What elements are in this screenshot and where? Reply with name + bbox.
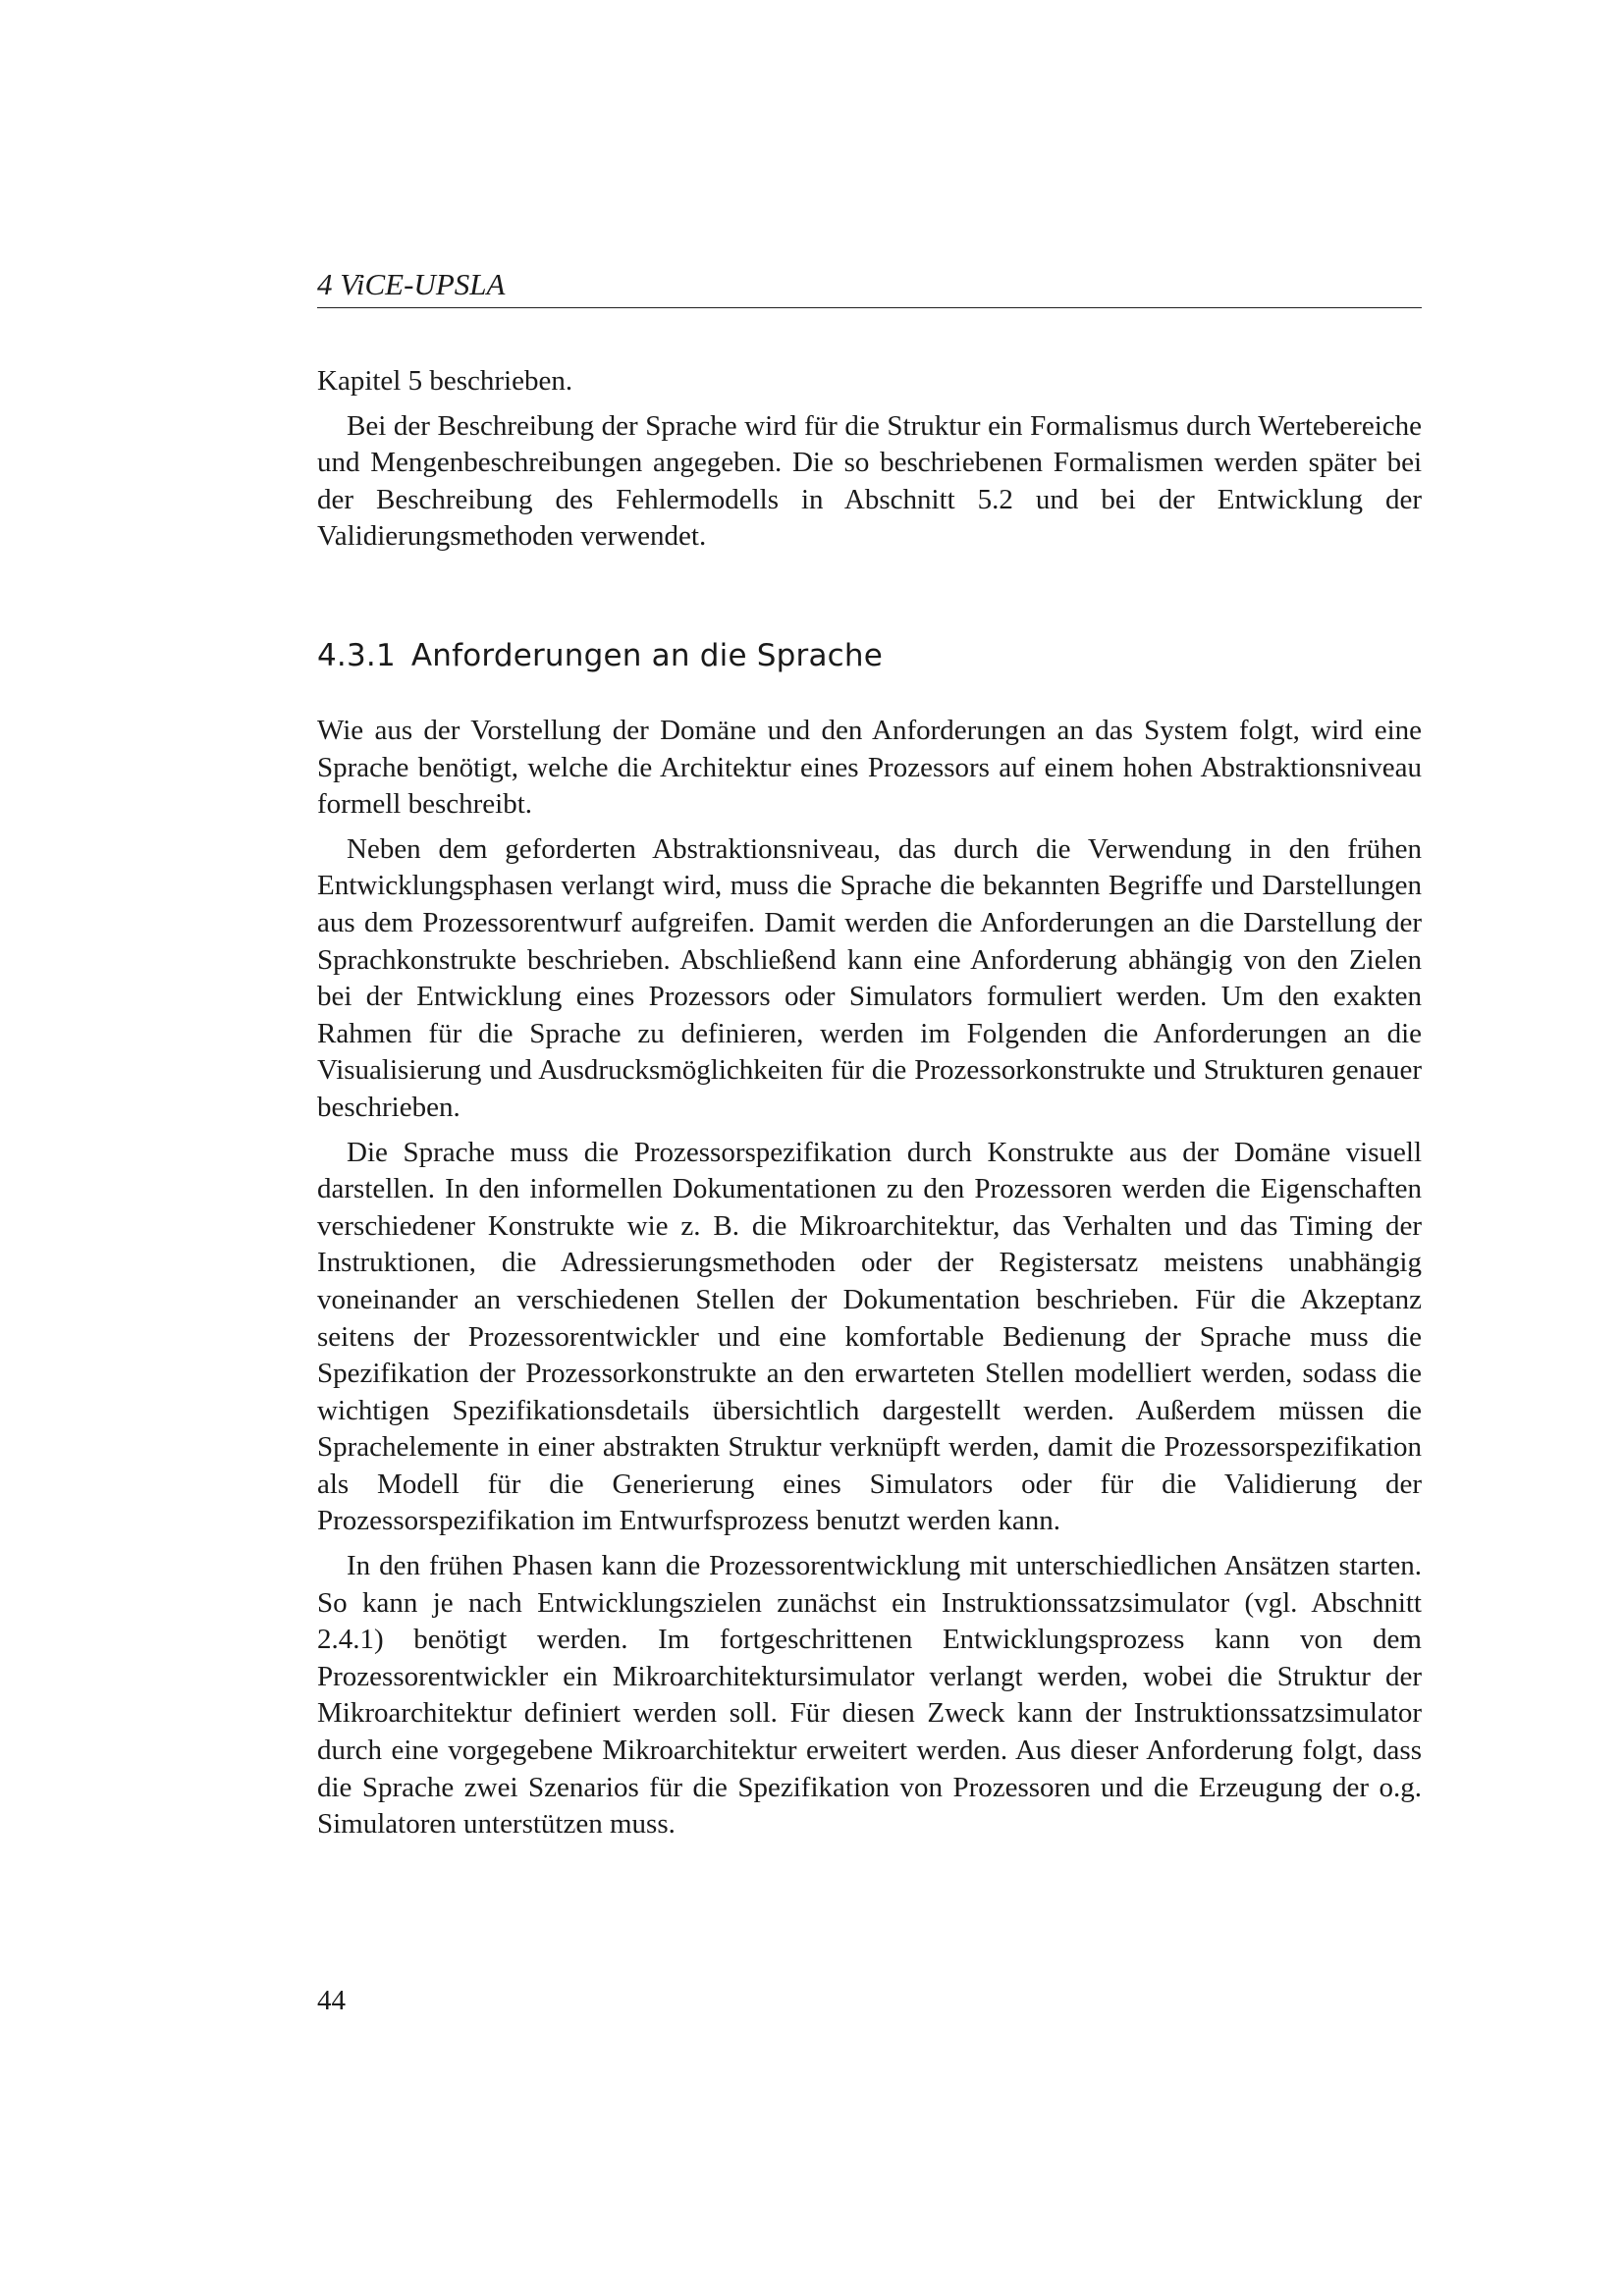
section-number: 4.3.1 [317, 638, 396, 673]
paragraph-abstraction-level: Neben dem geforderten Abstraktionsniveau, das durch die Verwendung in den frühen Entwicklungsphasen verlangt wird, muss die Sprache die bekannten Begriffe und Darstellungen aus dem Prozessorentwurf aufgreifen. Damit werden die Anforderungen an die Darstellung der Sprachkonstrukte beschrieben. Abschließend kann eine Anforderung abhängig von den Zielen bei der Entwicklung eines Prozessors oder Simulators formuliert werden. Um den exakten Rahmen für die Sprache zu definieren, werden im Folgenden die Anforderungen an die Visualisierung und Ausdrucksmöglichkeiten für die Prozessorkonstrukte und Strukturen genauer beschrieben. [317, 832, 1422, 1123]
section-body [317, 713, 1422, 1851]
document-page [317, 0, 1422, 2296]
section-title: Anforderungen an die Sprache [410, 638, 884, 673]
paragraph-visual-representation: Die Sprache muss die Prozessorspezifikation durch Konstrukte aus der Domäne visuell darstellen. In den informellen Dokumentationen zu den Prozessoren werden die Eigenschaften verschiedener Konstrukte wie z. B. die Mikroarchitektur, das Verhalten und das Timing der Instruktionen, die Adressierungsmethoden oder der Registersatz meistens unabhängig voneinander an verschiedenen Stellen der Dokumentation beschrieben. Für die Akzeptanz seitens der Prozessorentwickler und eine komfortable Bedienung der Sprache muss die Spezifikation der Prozessorkonstrukte an den erwarteten Stellen modelliert werden, sodass die wichtigen Spezifikationsdetails übersichtlich dargestellt werden. Außerdem müssen die Sprachelemente in einer abstrakten Struktur verknüpft werden, damit die Prozessorspezifikation als Modell für die Generierung eines Simulators oder für die Validierung der Prozessorspezifikation im Entwurfsprozess benutzt werden kann. [317, 1136, 1422, 1537]
section-heading [317, 636, 1422, 675]
running-header: 4 ViCE-UPSLA [317, 267, 506, 301]
header-rule [317, 307, 1422, 308]
paragraph-development-phases: In den frühen Phasen kann die Prozessorentwicklung mit unterschiedlichen Ansätzen starten. So kann je nach Entwicklungszielen zunächst ein Instruktionssatzsimulator (vgl. Abschnitt 2.4.1) benötigt werden. Im fortgeschrittenen Entwicklungsprozess kann von dem Prozessorentwickler ein Mikroarchitektursimulator verlangt werden, wobei die Struktur der Mikroarchitektur definiert werden soll. Für diesen Zweck kann der Instruktionssatzsimulator durch eine vorgegebene Mikroarchitektur erweitert werden. Aus dieser Anforderung folgt, dass die Sprache zwei Szenarios für die Spezifikation von Prozessoren und die Erzeugung der o.g. Simulatoren unterstützen muss. [317, 1550, 1422, 1841]
paragraph-formalism: Bei der Beschreibung der Sprache wird für die Struktur ein Formalismus durch Wertebereiche und Mengenbeschreibungen angegeben. Die so beschriebenen Formalismen werden später bei der Beschreibung des Fehlermodells in Abschnitt 5.2 und bei der Entwicklung der Validierungsmethoden verwendet. [317, 409, 1422, 553]
paragraph-language-need: Wie aus der Vorstellung der Domäne und den Anforderungen an das System folgt, wird eine Sprache benötigt, welche die Architektur eines Prozessors auf einem hohen Abstraktionsniveau formell beschreibt. [317, 715, 1422, 821]
paragraph-continuation: Kapitel 5 beschrieben. [317, 365, 573, 397]
page-number: 44 [317, 1985, 346, 2016]
intro-text-block [317, 363, 1422, 563]
